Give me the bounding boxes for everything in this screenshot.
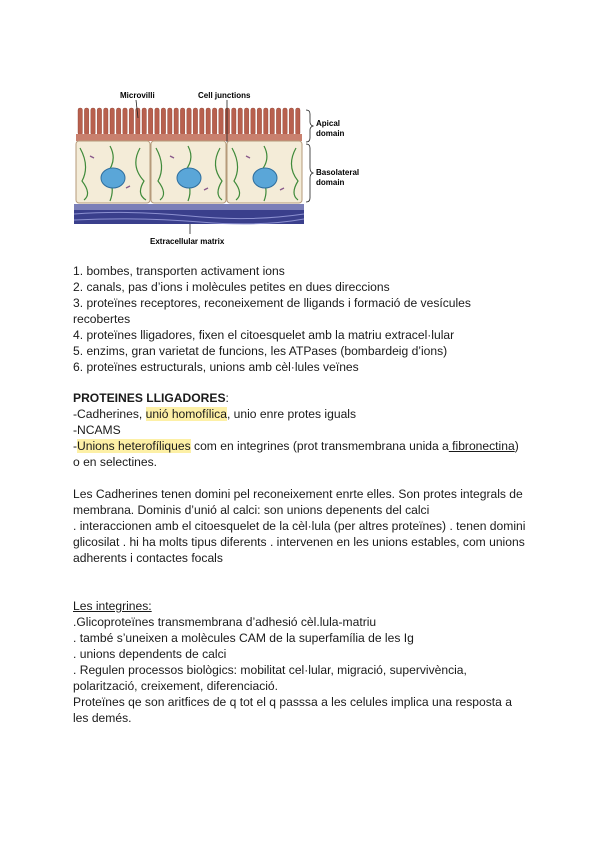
microvillus: [206, 108, 210, 135]
nucleus: [177, 168, 201, 188]
uh-end: ): [514, 439, 519, 453]
integrines-line: . també s’uneixen a molècules CAM de la superfamília de les Ig: [73, 631, 414, 645]
microvillus: [168, 108, 172, 135]
function-item: 2. canals, pas d’ions i molècules petites en dues direccions: [73, 280, 390, 294]
function-item: 3. proteïnes receptores, reconeixement de lligands i formació de vesícules: [73, 296, 471, 310]
microvillus: [238, 108, 242, 135]
microvillus: [187, 108, 191, 135]
microvillus: [270, 108, 274, 135]
ecm-label: Extracellular matrix: [150, 237, 225, 246]
cell-junctions-label: Cell junctions: [198, 91, 251, 100]
function-item: 4. proteïnes lligadores, fixen el citoesquelet amb la matriu extracel·lular: [73, 328, 455, 342]
microvillus: [296, 108, 300, 135]
microvillus: [97, 108, 101, 135]
highlight-homofilica: unió homofílica: [145, 407, 227, 421]
microvillus: [251, 108, 255, 135]
integrines-line: .Glicoproteïnes transmembrana d’adhesió cèl.lula-matriu: [73, 615, 377, 629]
microvillus: [180, 108, 184, 135]
integrines-line: polarització, creixement, diferenciació.: [73, 679, 279, 693]
cadherines-line: [73, 406, 356, 422]
function-item-continuation: recobertes: [73, 312, 131, 326]
basolateral-label-2: domain: [316, 178, 345, 187]
microvillus: [232, 108, 236, 135]
function-item: 6. proteïnes estructurals, unions amb cèl·lules veïnes: [73, 360, 359, 374]
cadherines-prefix: -Cadherines,: [73, 407, 146, 421]
microvillus: [123, 108, 127, 135]
apical-band: [76, 134, 302, 141]
microvillus: [264, 108, 268, 135]
basolateral-label-1: Basolateral: [316, 168, 360, 177]
microvillus: [193, 108, 197, 135]
microvillus: [289, 108, 293, 135]
microvillus: [129, 108, 133, 135]
microvillus: [148, 108, 152, 135]
microvillus: [104, 108, 108, 135]
microvillus: [200, 108, 204, 135]
microvillus: [283, 108, 287, 135]
lligadores-heading: PROTEINES LLIGADORES: [73, 391, 226, 405]
microvilli-layer: [78, 108, 300, 135]
ncams-line: -NCAMS: [73, 423, 121, 437]
microvillus: [161, 108, 165, 135]
cadherines-paragraph-line: glicosilat . hi ha molts tipus diferents . intervenen en les unions estables, com unions: [73, 535, 525, 549]
microvillus: [212, 108, 216, 135]
unions-heterofiliques-line: [73, 438, 519, 454]
integrines-line: . Regulen processos biològics: mobilitat cel·lular, migració, supervivència,: [73, 663, 467, 677]
epithelium-diagram: [70, 86, 360, 252]
microvillus: [91, 108, 95, 135]
microvillus: [110, 108, 114, 135]
apical-label-1: Apical: [316, 119, 341, 128]
fibronectina-link[interactable]: fibronectina: [448, 439, 515, 453]
integrines-line: Proteïnes qe son aritfices de q tot el q passsa a les celules implica una resposta a: [73, 695, 512, 709]
microvillus: [257, 108, 261, 135]
cells: [76, 141, 302, 203]
function-item: 5. enzims, gran varietat de funcions, les ATPases (bombardeig d’ions): [73, 344, 448, 358]
nucleus: [101, 168, 125, 188]
function-item: 1. bombes, transporten activament ions: [73, 264, 285, 278]
microvilli-label: Microvilli: [120, 91, 155, 100]
microvillus: [276, 108, 280, 135]
microvillus: [174, 108, 178, 135]
cadherines-paragraph-line: . interaccionen amb el citoesquelet de la cèl·lula (per altres proteïnes) . tenen domini: [73, 519, 526, 533]
microvillus: [219, 108, 223, 135]
microvillus: [78, 108, 82, 135]
microvillus: [84, 108, 88, 135]
apical-label-2: domain: [316, 129, 345, 138]
microvillus: [244, 108, 248, 135]
cadherines-paragraph-line: Les Cadherines tenen domini pel reconeixement enrte elles. Son protes integrals de: [73, 487, 523, 501]
microvillus: [116, 108, 120, 135]
uh-middle: com en integrines (prot transmembrana unida a: [190, 439, 449, 453]
cadherines-paragraph-line: adherents i contactes focals: [73, 551, 223, 565]
selectines-line: o en selectines.: [73, 455, 158, 469]
uh-prefix: -: [73, 439, 78, 453]
microvillus: [136, 108, 140, 135]
cadherines-paragraph-line: membrana. Dominis d’unió al calci: son unions depenents del calci: [73, 503, 430, 517]
integrines-line: . unions dependents de calci: [73, 647, 227, 661]
integrines-line: les demés.: [73, 711, 132, 725]
lligadores-heading-line: [73, 390, 229, 406]
microvillus: [142, 108, 146, 135]
cadherines-suffix: , unio enre protes iguals: [226, 407, 357, 421]
basolateral-bracket: [306, 144, 313, 202]
apical-bracket: [306, 110, 313, 142]
heading-colon: :: [225, 391, 229, 405]
basement-membrane: [74, 204, 304, 210]
nucleus: [253, 168, 277, 188]
highlight-heterofiliques: Unions heterofíliques: [77, 439, 191, 453]
integrines-title: Les integrines:: [73, 599, 152, 613]
microvillus: [155, 108, 159, 135]
